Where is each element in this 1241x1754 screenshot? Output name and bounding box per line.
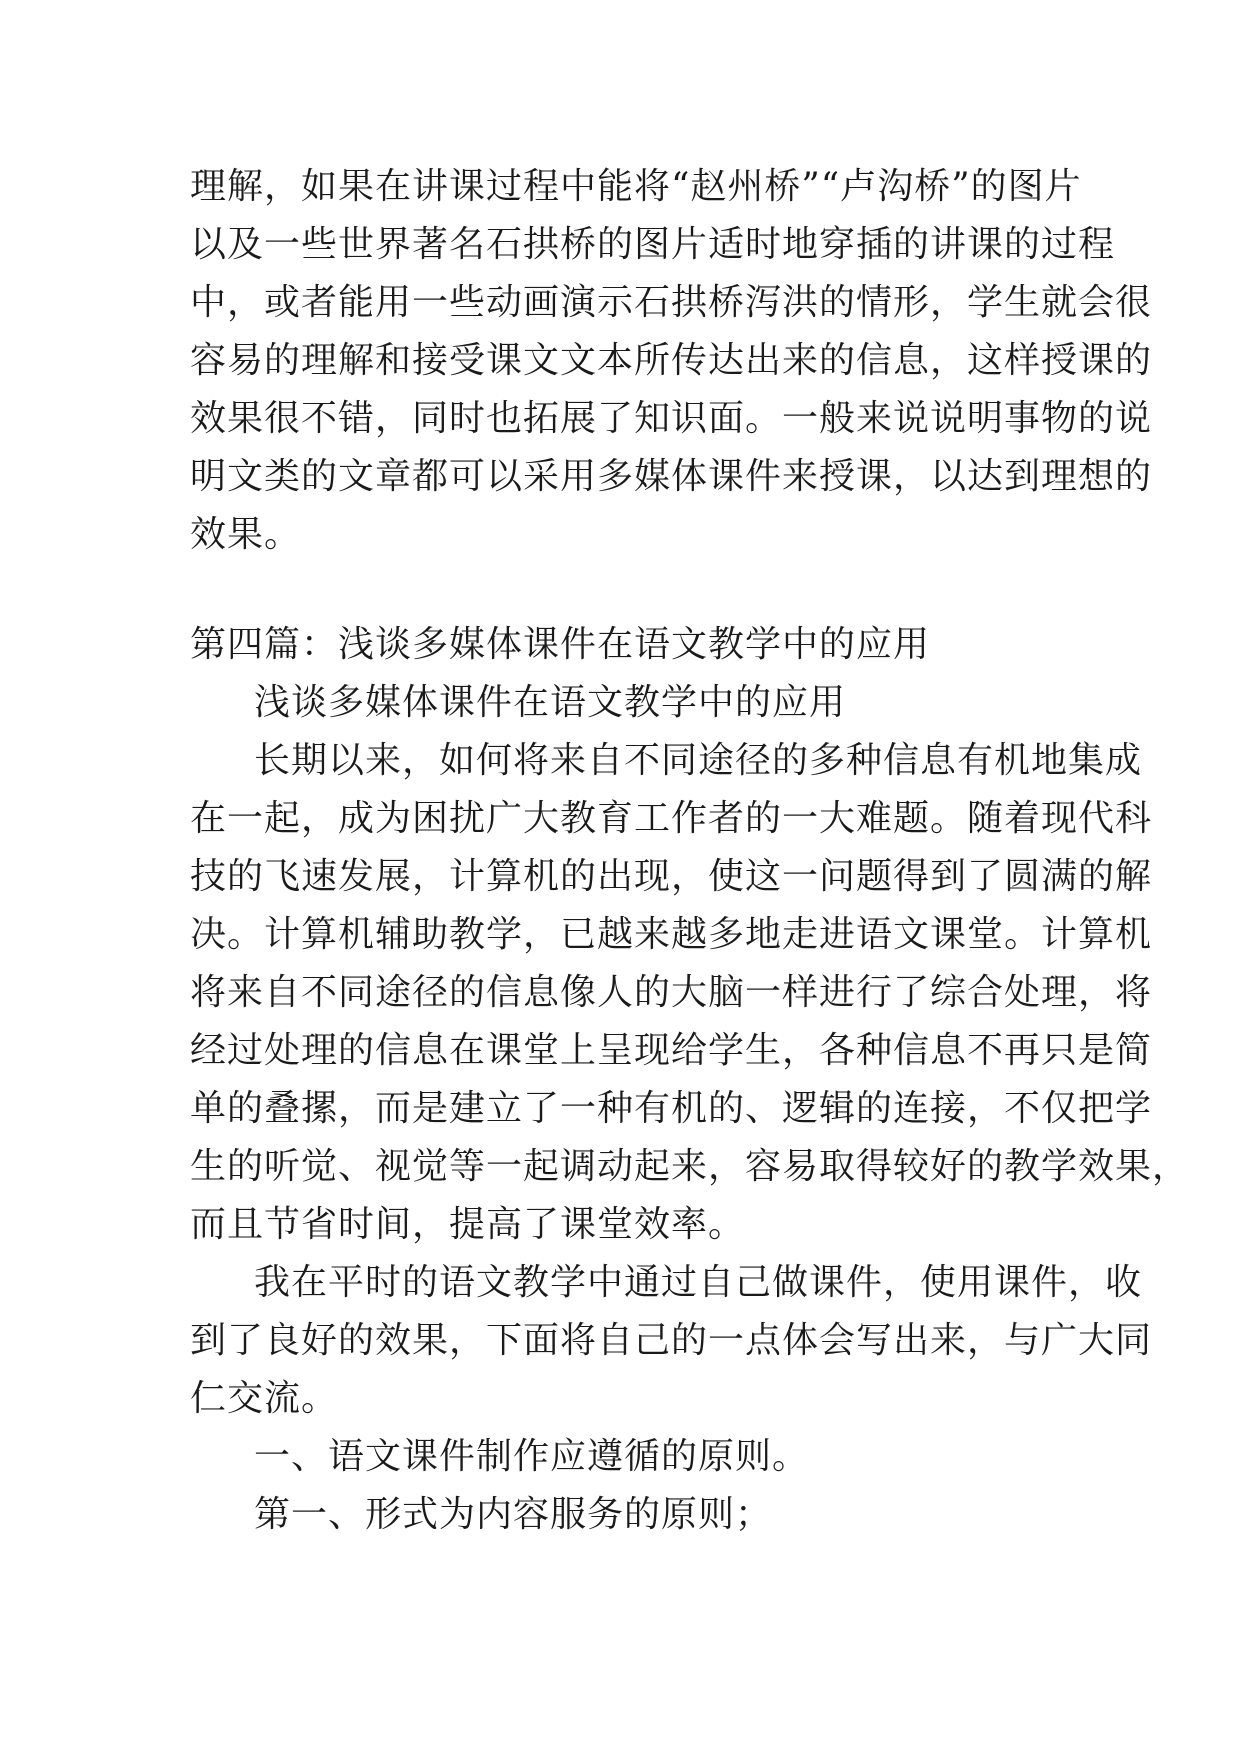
text-line: 长期以来，如何将来自不同途径的多种信息有机地集成: [254, 740, 1143, 781]
text-line: 将来自不同途径的信息像人的大脑一样进行了综合处理，将: [190, 972, 1153, 1013]
text-line: 中，或者能用一些动画演示石拱桥泻洪的情形，学生就会很: [190, 282, 1153, 323]
chapter-heading: 第四篇：浅谈多媒体课件在语文教学中的应用: [190, 624, 931, 665]
principle-item: 第一、形式为内容服务的原则；: [254, 1494, 773, 1535]
continuation-paragraph: [190, 158, 1153, 564]
text-line: 仁交流。: [190, 1378, 339, 1419]
text-line: 以及一些世界著名石拱桥的图片适时地穿插的讲课的过程: [190, 224, 1116, 265]
text-line: 单的叠摞，而是建立了一种有机的、逻辑的连接，不仅把学: [190, 1088, 1153, 1129]
text-line: 理解，如果在讲课过程中能将“赵州桥”“卢沟桥”的图片: [190, 166, 1082, 207]
text-line: 技的飞速发展，计算机的出现，使这一问题得到了圆满的解: [190, 856, 1153, 897]
article-section: [190, 616, 1190, 1544]
text-line: 到了良好的效果，下面将自己的一点体会写出来，与广大同: [190, 1320, 1153, 1361]
text-line: 效果很不错，同时也拓展了知识面。一般来说说明事物的说: [190, 398, 1153, 439]
text-line: 明文类的文章都可以采用多媒体课件来授课，以达到理想的: [190, 456, 1153, 497]
article-title: 浅谈多媒体课件在语文教学中的应用: [254, 682, 847, 723]
section-heading: 一、语文课件制作应遵循的原则。: [254, 1436, 810, 1477]
text-line: 经过处理的信息在课堂上呈现给学生，各种信息不再只是简: [190, 1030, 1153, 1071]
text-line: 我在平时的语文教学中通过自己做课件，使用课件，收: [254, 1262, 1143, 1303]
text-line: 在一起，成为困扰广大教育工作者的一大难题。随着现代科: [190, 798, 1153, 839]
text-line: 效果。: [190, 514, 302, 555]
text-line: 容易的理解和接受课文文本所传达出来的信息，这样授课的: [190, 340, 1153, 381]
text-line: 而且节省时间，提高了课堂效率。: [190, 1204, 746, 1245]
text-line: 生的听觉、视觉等一起调动起来，容易取得较好的教学效果，: [190, 1146, 1190, 1187]
text-line: 决。计算机辅助教学，已越来越多地走进语文课堂。计算机: [190, 914, 1153, 955]
